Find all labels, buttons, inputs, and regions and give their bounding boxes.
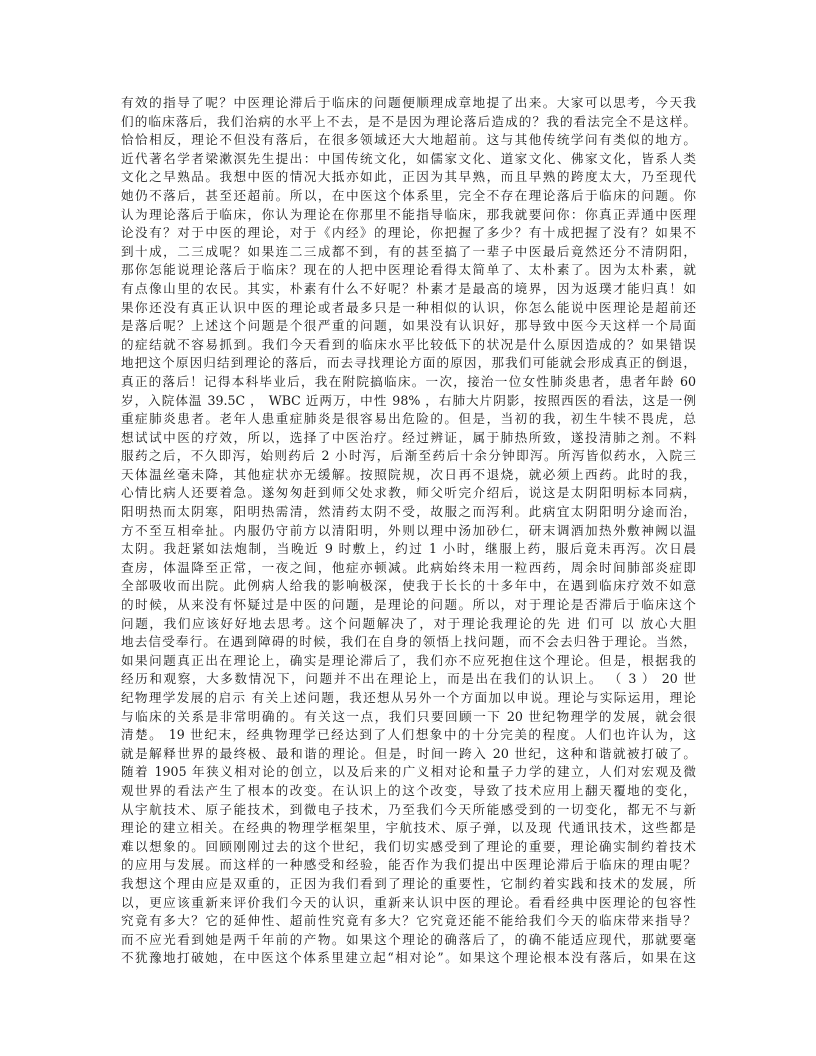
text-line: 服药之后，不久即泻，始则药后 2 小时泻，后渐至药后十余分钟即泻。所泻皆似药水，入院三 — [121, 448, 696, 464]
text-line: 们的临床落后，我们治病的水平上不去，是不是因为理论落后造成的？我的看法完全不是这样。 — [121, 113, 696, 129]
text-line: 想试试中医的疗效，所以，选择了中医治疗。经过辨证，属于肺热所致，遂投清肺之剂。不料 — [121, 429, 696, 445]
text-line: 地把这个原因归结到理论的落后，而去寻找理论方面的原因，那我们可能就会形成真正的倒退， — [121, 355, 696, 371]
text-line: 到十成，二三成呢？如果连二三成都不到，有的甚至搞了一辈子中医最后竟然还分不清阴阳， — [121, 243, 696, 259]
text-line: 那你怎能说理论落后于临床？现在的人把中医理论看得太简单了、太朴素了。因为太朴素，就 — [121, 262, 696, 278]
text-line: 太阴。我赶紧如法炮制，当晚近 9 时敷上，约过 1 小时，继服上药，服后竟未再泻。次日晨 — [121, 541, 696, 557]
text-line: 查房，体温降至正常，一夜之间，他症亦顿减。此病始终未用一粒西药，周余时间肺部炎症即 — [121, 559, 696, 575]
text-line: 随着 1905 年狭义相对论的创立，以及后来的广义相对论和量子力学的建立，人们对宏观及微 — [121, 764, 696, 780]
text-line: 阳明热而太阴寒，阳明热需清，然清药太阴不受，故服之而泻利。此病宜太阴阳明分途而治， — [121, 504, 696, 520]
text-line: 经历和观察，大多数情况下，问题并不出在理论上，而是出在我们的认识上。 （ 3 ） 20 世 — [121, 671, 696, 687]
text-line: 认为理论落后于临床，你认为理论在你那里不能指导临床，那我就要问你：你真正弄通中医理 — [121, 206, 696, 222]
text-line: 重症肺炎患者。老年人患重症肺炎是很容易出危险的。但是，当初的我，初生牛犊不畏虎，总 — [121, 411, 696, 427]
body-text — [121, 94, 696, 968]
text-line: 的时候，从来没有怀疑过是中医的问题，是理论的问题。所以，对于理论是否滞后于临床这个 — [121, 597, 696, 613]
text-line: 观世界的看法产生了根本的改变。在认识上的这个改变，导致了技术应用上翻天覆地的变化， — [121, 782, 696, 798]
text-line: 恰恰相反，理论不但没有落后，在很多领域还大大地超前。这与其他传统学问有类似的地方。 — [121, 132, 696, 148]
text-line: 天体温丝毫未降，其他症状亦无缓解。按照院规，次日再不退烧，就必须上西药。此时的我， — [121, 466, 696, 482]
text-line: 问题，我们应该好好地去思考。这个问题解决了，对于理论我理论的先 进 们可 以 放心大胆 — [121, 615, 696, 631]
text-line: 从宇航技术、原子能技术，到微电子技术，乃至我们今天所能感受到的一切变化，都无不与新 — [121, 801, 696, 817]
text-line: 如果问题真正出在理论上，确实是理论滞后了，我们亦不应死抱住这个理论。但是，根据我的 — [121, 652, 696, 668]
text-line: 岁，入院体温 39.5C ， WBC 近两万，中性 98% ，右肺大片阴影，按照西医的看法，这是一例 — [121, 392, 696, 408]
text-line: 就是解释世界的最终极、最和谐的理论。但是，时间一跨入 20 世纪，这种和谐就被打破了。 — [121, 745, 696, 761]
text-line: 心情比病人还要着急。遂匆匆赶到师父处求教，师父听完介绍后，说这是太阴阳明标本同病， — [121, 485, 696, 501]
text-line: 全部吸收而出院。此例病人给我的影响极深，使我于长长的十多年中，在遇到临床疗效不如意 — [121, 578, 696, 594]
text-line: 究竟有多大？它的延伸性、超前性究竟有多大？它究竟还能不能给我们今天的临床带来指导？ — [121, 913, 696, 929]
text-line: 清楚。 19 世纪末，经典物理学已经达到了人们想象中的十分完美的程度。人们也许认为，这 — [121, 727, 696, 743]
text-line: 是落后呢？上述这个问题是个很严重的问题，如果没有认识好，那导致中医今天这样一个局面 — [121, 318, 696, 334]
text-line: 与临床的关系是非常明确的。有关这一点，我们只要回顾一下 20 世纪物理学的发展，就会很 — [121, 708, 696, 724]
text-line: 难以想象的。回顾刚刚过去的这个世纪，我们切实感受到了理论的重要，理论确实制约着技术 — [121, 838, 696, 854]
text-line: 文化之早熟品。我想中医的情况大抵亦如此，正因为其早熟，而且早熟的跨度太大，乃至现代 — [121, 169, 696, 185]
text-line: 有点像山里的农民。其实，朴素有什么不好呢？朴素才是最高的境界，因为返璞才能归真！如 — [121, 280, 696, 296]
text-line: 果你还没有真正认识中医的理论或者最多只是一种相似的认识，你怎么能说中医理论是超前还 — [121, 299, 696, 315]
text-line: 不犹豫地打破她，在中医这个体系里建立起“相对论”。如果这个理论根本没有落后，如果在这 — [121, 950, 696, 966]
text-line: 地去信受奉行。在遇到障碍的时候，我们在自身的领悟上找问题，而不会去归咎于理论。当然， — [121, 634, 696, 650]
text-line: 的症结就不容易抓到。我们今天看到的临床水平比较低下的状况是什么原因造成的？如果错误 — [121, 336, 696, 352]
text-line: 理论的建立相关。在经典的物理学框架里，宇航技术、原子弹，以及现 代通讯技术，这些都是 — [121, 820, 696, 836]
text-line: 她仍不落后，甚至还超前。所以，在中医这个体系里，完全不存在理论落后于临床的问题。你 — [121, 187, 696, 203]
text-line: 而不应光看到她是两千年前的产物。如果这个理论的确落后了，的确不能适应现代，那就要毫 — [121, 931, 696, 947]
text-line: 以，更应该重新来评价我们今天的认识，重新来认识中医的理论。看看经典中医理论的包容性 — [121, 894, 696, 910]
text-line: 有效的指导了呢？中医理论滞后于临床的问题便顺理成章地提了出来。大家可以思考，今天我 — [121, 95, 696, 110]
text-line: 真正的落后！记得本科毕业后，我在附院搞临床。一次，接治一位女性肺炎患者，患者年龄 60 — [121, 373, 696, 389]
text-line: 论没有？对于中医的理论，对于《内经》的理论，你把握了多少？有十成把握了没有？如果不 — [121, 225, 696, 241]
text-line: 方不至互相牵扯。内服仍守前方以清阳明，外则以理中汤加砂仁，研末调酒加热外敷神阙以温 — [121, 522, 696, 538]
text-line: 纪物理学发展的启示 有关上述问题，我还想从另外一个方面加以申说。理论与实际运用，理论 — [121, 690, 696, 705]
text-line: 近代著名学者梁漱溟先生提出：中国传统文化，如儒家文化、道家文化、佛家文化，皆系人类 — [121, 150, 696, 166]
text-line: 我想这个理由应是双重的，正因为我们看到了理论的重要性，它制约着实践和技术的发展，所 — [121, 875, 696, 891]
text-line: 的应用与发展。而这样的一种感受和经验，能否作为我们提出中医理论滞后于临床的理由呢？ — [121, 857, 696, 873]
